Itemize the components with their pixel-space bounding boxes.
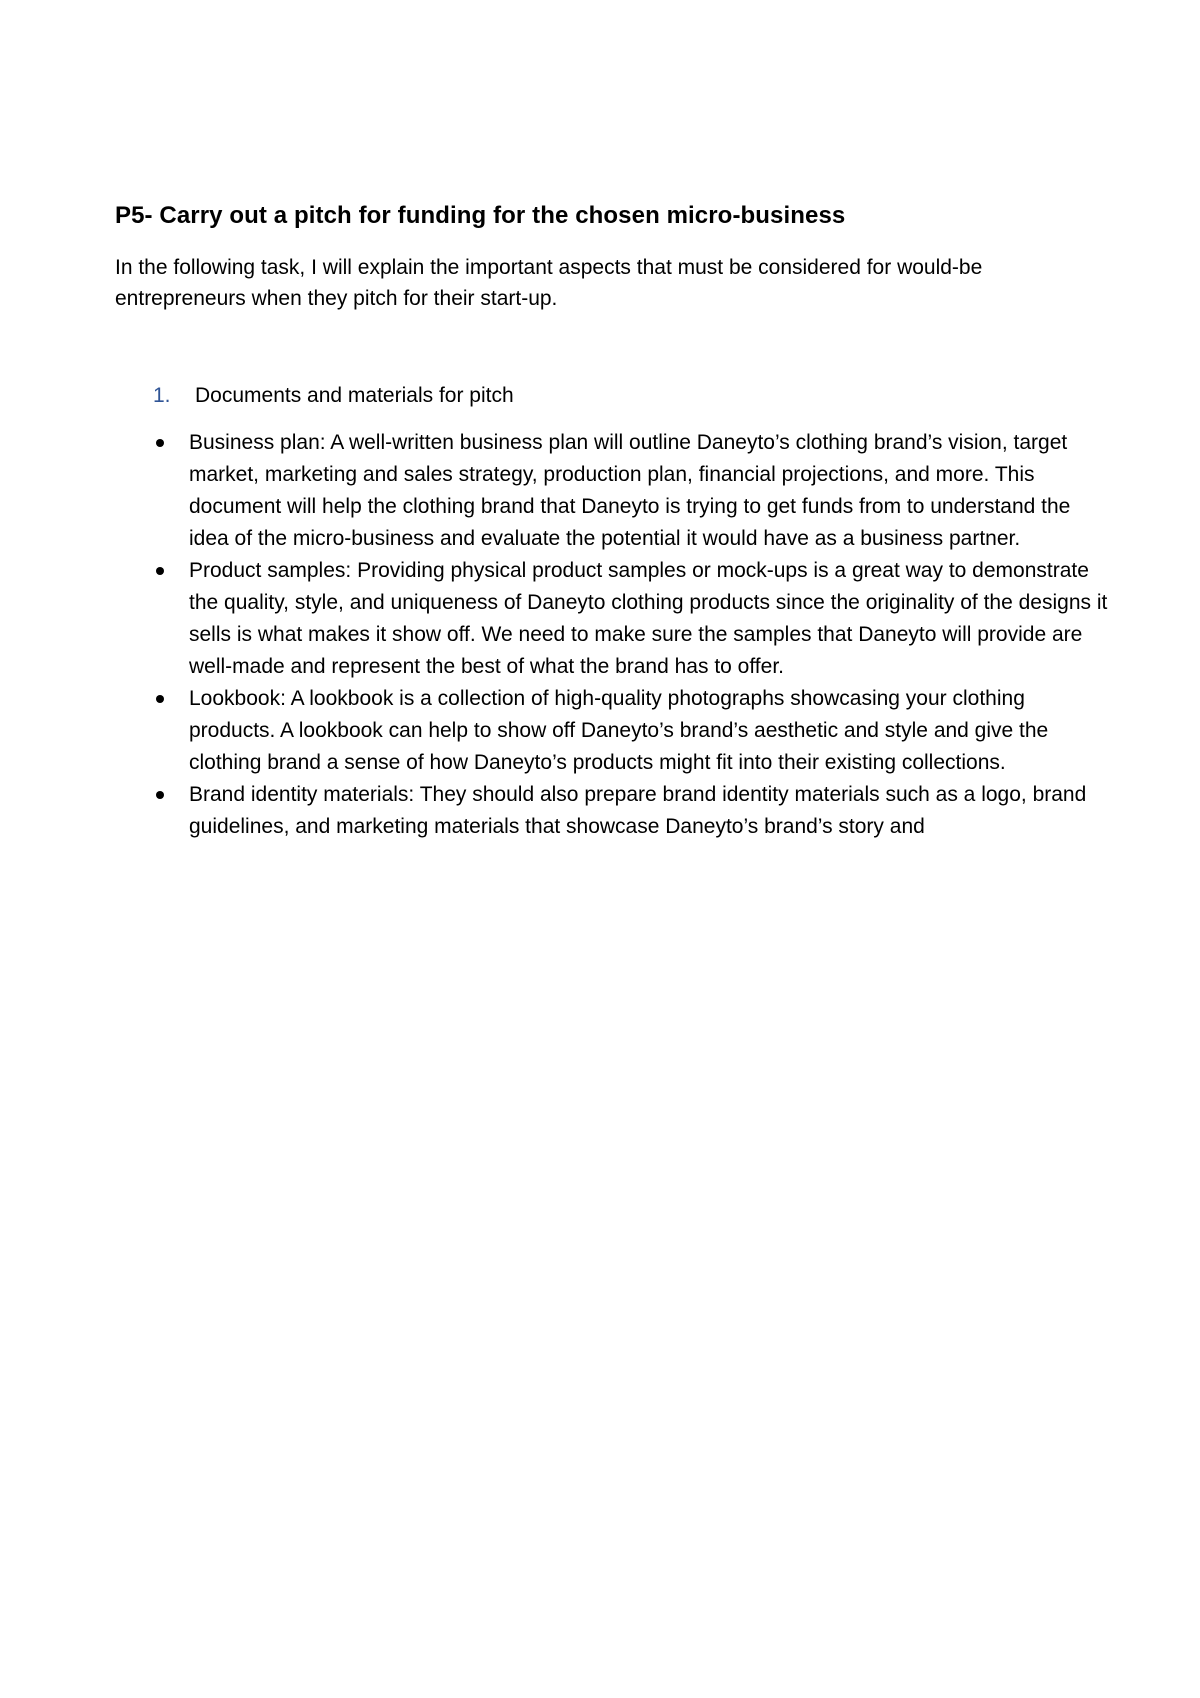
bullet-text: Product samples: Providing physical product samples or mock-ups is a great way to demonstrate the quality, style, and uniqueness of Daneyto clothing products since the originality of the designs it sells is what makes it show off. We need to make sure the samples that Daneyto will provide are well-made and represent the best of what the brand has to offer.: [189, 559, 1108, 678]
document-title: P5- Carry out a pitch for funding for the chosen micro-business: [115, 202, 846, 229]
intro-paragraph: In the following task, I will explain the important aspects that must be considered for would-be entrepreneurs when they pitch for their start-up.: [115, 256, 983, 310]
bullet-dot-icon: [115, 779, 189, 811]
bullet-text: Business plan: A well-written business plan will outline Daneyto’s clothing brand’s vision, target market, marketing and sales strategy, production plan, financial projections, and more. This document will help the clothing brand that Daneyto is trying to get funds from to understand the idea of the micro-business and evaluate the potential it would have as a business partner.: [189, 431, 1071, 550]
page-content: [115, 200, 1115, 843]
section-heading: Documents and materials for pitch: [195, 384, 514, 407]
list-item: [115, 683, 1115, 779]
numbered-heading: [115, 380, 1115, 411]
bullet-dot-icon: [115, 555, 189, 587]
list-item: [115, 427, 1115, 555]
bullet-dot-icon: [115, 427, 189, 459]
bullet-dot-icon: [115, 683, 189, 715]
section-number: 1.: [153, 384, 171, 407]
bullet-text: Lookbook: A lookbook is a collection of high-quality photographs showcasing your clothing products. A lookbook can help to show off Daneyto’s brand’s aesthetic and style and give the clothing brand a sense of how Daneyto’s products might fit into their existing collections.: [189, 687, 1049, 774]
list-item: [115, 555, 1115, 683]
bullet-list: [115, 427, 1115, 843]
list-item: [115, 779, 1115, 843]
bullet-text: Brand identity materials: They should also prepare brand identity materials such as a logo, brand guidelines, and marketing materials that showcase Daneyto’s brand’s story and: [189, 783, 1087, 838]
